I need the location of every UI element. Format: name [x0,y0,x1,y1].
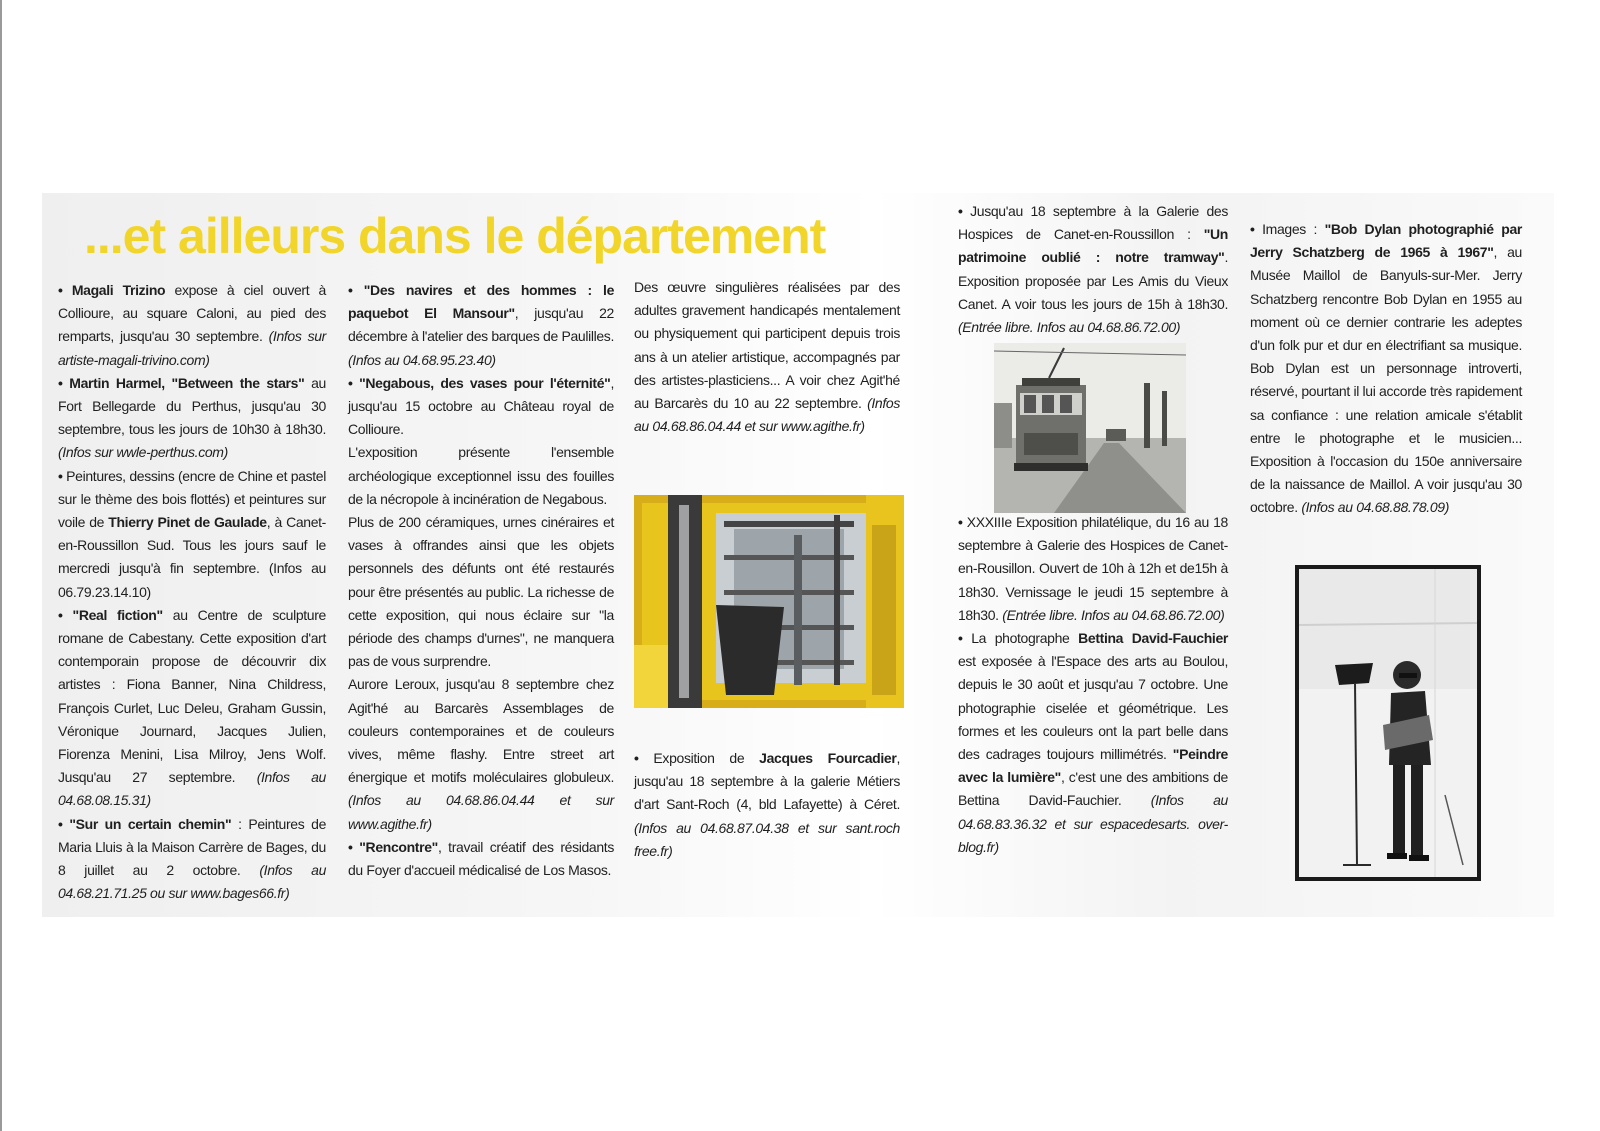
item-magali: • Magali Trizino expose à ciel ouvert à Collioure, au square Caloni, au pied des remparts, jusqu'au 30 septembre. (Infos sur artiste-magali-trivino.com) [58,282,326,368]
column-1 [58,279,326,905]
column-5 [1250,218,1522,520]
abstract-art-photo [634,495,904,708]
paragraph-expo: L'exposition présente l'ensemble archéologique exceptionnel issu des fouilles de la nécropole à incinération de Negabous. [348,444,614,507]
item-chemin: • "Sur un certain chemin" : Peintures de Maria Lluis à la Maison Carrère de Bages, du 8 juillet au 2 octobre. (Infos au 04.68.21.71.25 ou sur www.bages66.fr) [58,815,327,902]
item-oeuvres: Des œuvre singulières réalisées par des adultes gravement handicapés mentalement ou physiquement qui participent depuis trois ans à un atelier artistique, accompagnés par des artistes-plasticiens... A voir chez Agit'hé au Barcarès du 10 au 22 septembre. (Infos au 04.68.86.04.44 et sur www.agithe.fr) [634,279,900,435]
column-4-top [958,200,1228,339]
item-fourcadier: • Exposition de Jacques Fourcadier, jusqu'au 18 septembre à la galerie Métiers d'art Sant-Roch (4, bld Lafayette) à Céret. (Infos au 04.68.87.04.38 et sur sant.roch free.fr) [634,750,900,859]
bob-dylan-photo [1295,565,1481,881]
column-3-top [634,276,900,438]
item-rencontre: • "Rencontre", travail créatif des résidants du Foyer d'accueil médicalisé de Los Masos. [348,838,614,879]
tramway-photo [994,343,1186,513]
item-bettina: • La photographe Bettina David-Fauchier est exposée à l'Espace des arts au Boulou, depuis le 30 août et jusqu'au 7 octobre. Une photographie ciselée et géométrique. Les formes et les couleurs ont la part belle dans des cadrages toujours millimétrés. "Peindre avec la lumière", c'est une des ambitions de Bettina David-Fauchier. (Infos au 04.68.83.36.32 et sur espacedesarts. over-blog.fr) [958,630,1228,855]
item-negabous: • "Negabous, des vases pour l'éternité", jusqu'au 15 octobre au Château royal de Collioure. [348,374,614,438]
item-navires: • "Des navires et des hommes : le paquebot El Mansour", jusqu'au 22 décembre à l'atelier des barques de Paulilles. (Infos au 04.68.95.23.40) [348,282,615,368]
item-thierry: • Peintures, dessins (encre de Chine et pastel sur le thème des bois flottés) et peintures sur voile de Thierry Pinet de Gaulade, à Canet-en-Roussillon Sud. Tous les jours sauf le mercredi jusqu'à fin septembre. (Infos au 06.79.23.14.10) [58,467,326,600]
item-martin: • Martin Harmel, "Between the stars" au Fort Bellegarde du Perthus, jusqu'au 30 septembre, tous les jours de 10h30 à 18h30. (Infos sur wwle-perthus.com) [58,374,326,461]
paragraph-ceramiques: Plus de 200 céramiques, urnes cinéraires et vases à offrandes ainsi que les objets personnels des défunts ont été restaurés pour être présentés au public. La richesse de cette exposition, qui nous éclaire sur "la période des champs d'urnes", ne manquera pas de vous surprendre. [348,514,614,670]
item-dylan: • Images : "Bob Dylan photographié par Jerry Schatzberg de 1965 à 1967", au Musée Maillol de Banyuls-sur-Mer. Jerry Schatzberg rencontre Bob Dylan en 1955 au moment où ce dernier contrarie les adeptes d'un folk pur et dur en électrifiant sa musique. Bob Dylan est un personnage introverti, réservé, pourtant il lui accorde très rapidement sa confiance : une relation amicale s'établit entre le photographe et le musicien... Exposition à l'occasion du 150e anniversaire de la naissance de Maillol. A voir jusqu'au 30 octobre. (Infos au 04.68.88.78.09) [1250,221,1522,516]
column-2 [348,279,614,882]
page-edge-line [0,0,2,1131]
column-3-bottom [634,747,900,863]
column-4-bottom [958,511,1228,859]
item-aurore: Aurore Leroux, jusqu'au 8 septembre chez Agit'hé au Barcarès Assemblages de couleurs contemporaines et de couleurs vives, même flashy. Entre street art énergique et motifs moléculaires globuleux. (Infos au 04.68.86.04.44 et sur www.agithe.fr) [348,676,614,832]
newspaper-clipping [42,193,1554,917]
item-tramway: • Jusqu'au 18 septembre à la Galerie des Hospices de Canet-en-Roussillon : "Un patrimoine oublié : notre tramway". Exposition proposée par Les Amis du Vieux Canet. A voir tous les jours de 15h à 18h30. (Entrée libre. Infos au 04.68.86.72.00) [958,203,1228,336]
item-philatelique: • XXXIIIe Exposition philatélique, du 16 au 18 septembre à Galerie des Hospices de Canet-en-Rousillon. Ouvert de 10h à 12h et de15h à 18h30. Vernissage le jeudi 15 septembre à 18h30. (Entrée libre. Infos au 04.68.86.72.00) [958,514,1228,623]
headline: ...et ailleurs dans le département [84,208,826,264]
item-real-fiction: • "Real fiction" au Centre de sculpture romane de Cabestany. Cette exposition d'art contemporain propose de découvrir dix artistes : Fiona Banner, Nina Childress, François Curlet, Luc Deleu, Graham Gussin, Véronique Journard, Jacques Julien, Fiorenza Menini, Lisa Milroy, Jens Wolf. Jusqu'au 27 septembre. (Infos au 04.68.08.15.31) [58,606,326,809]
